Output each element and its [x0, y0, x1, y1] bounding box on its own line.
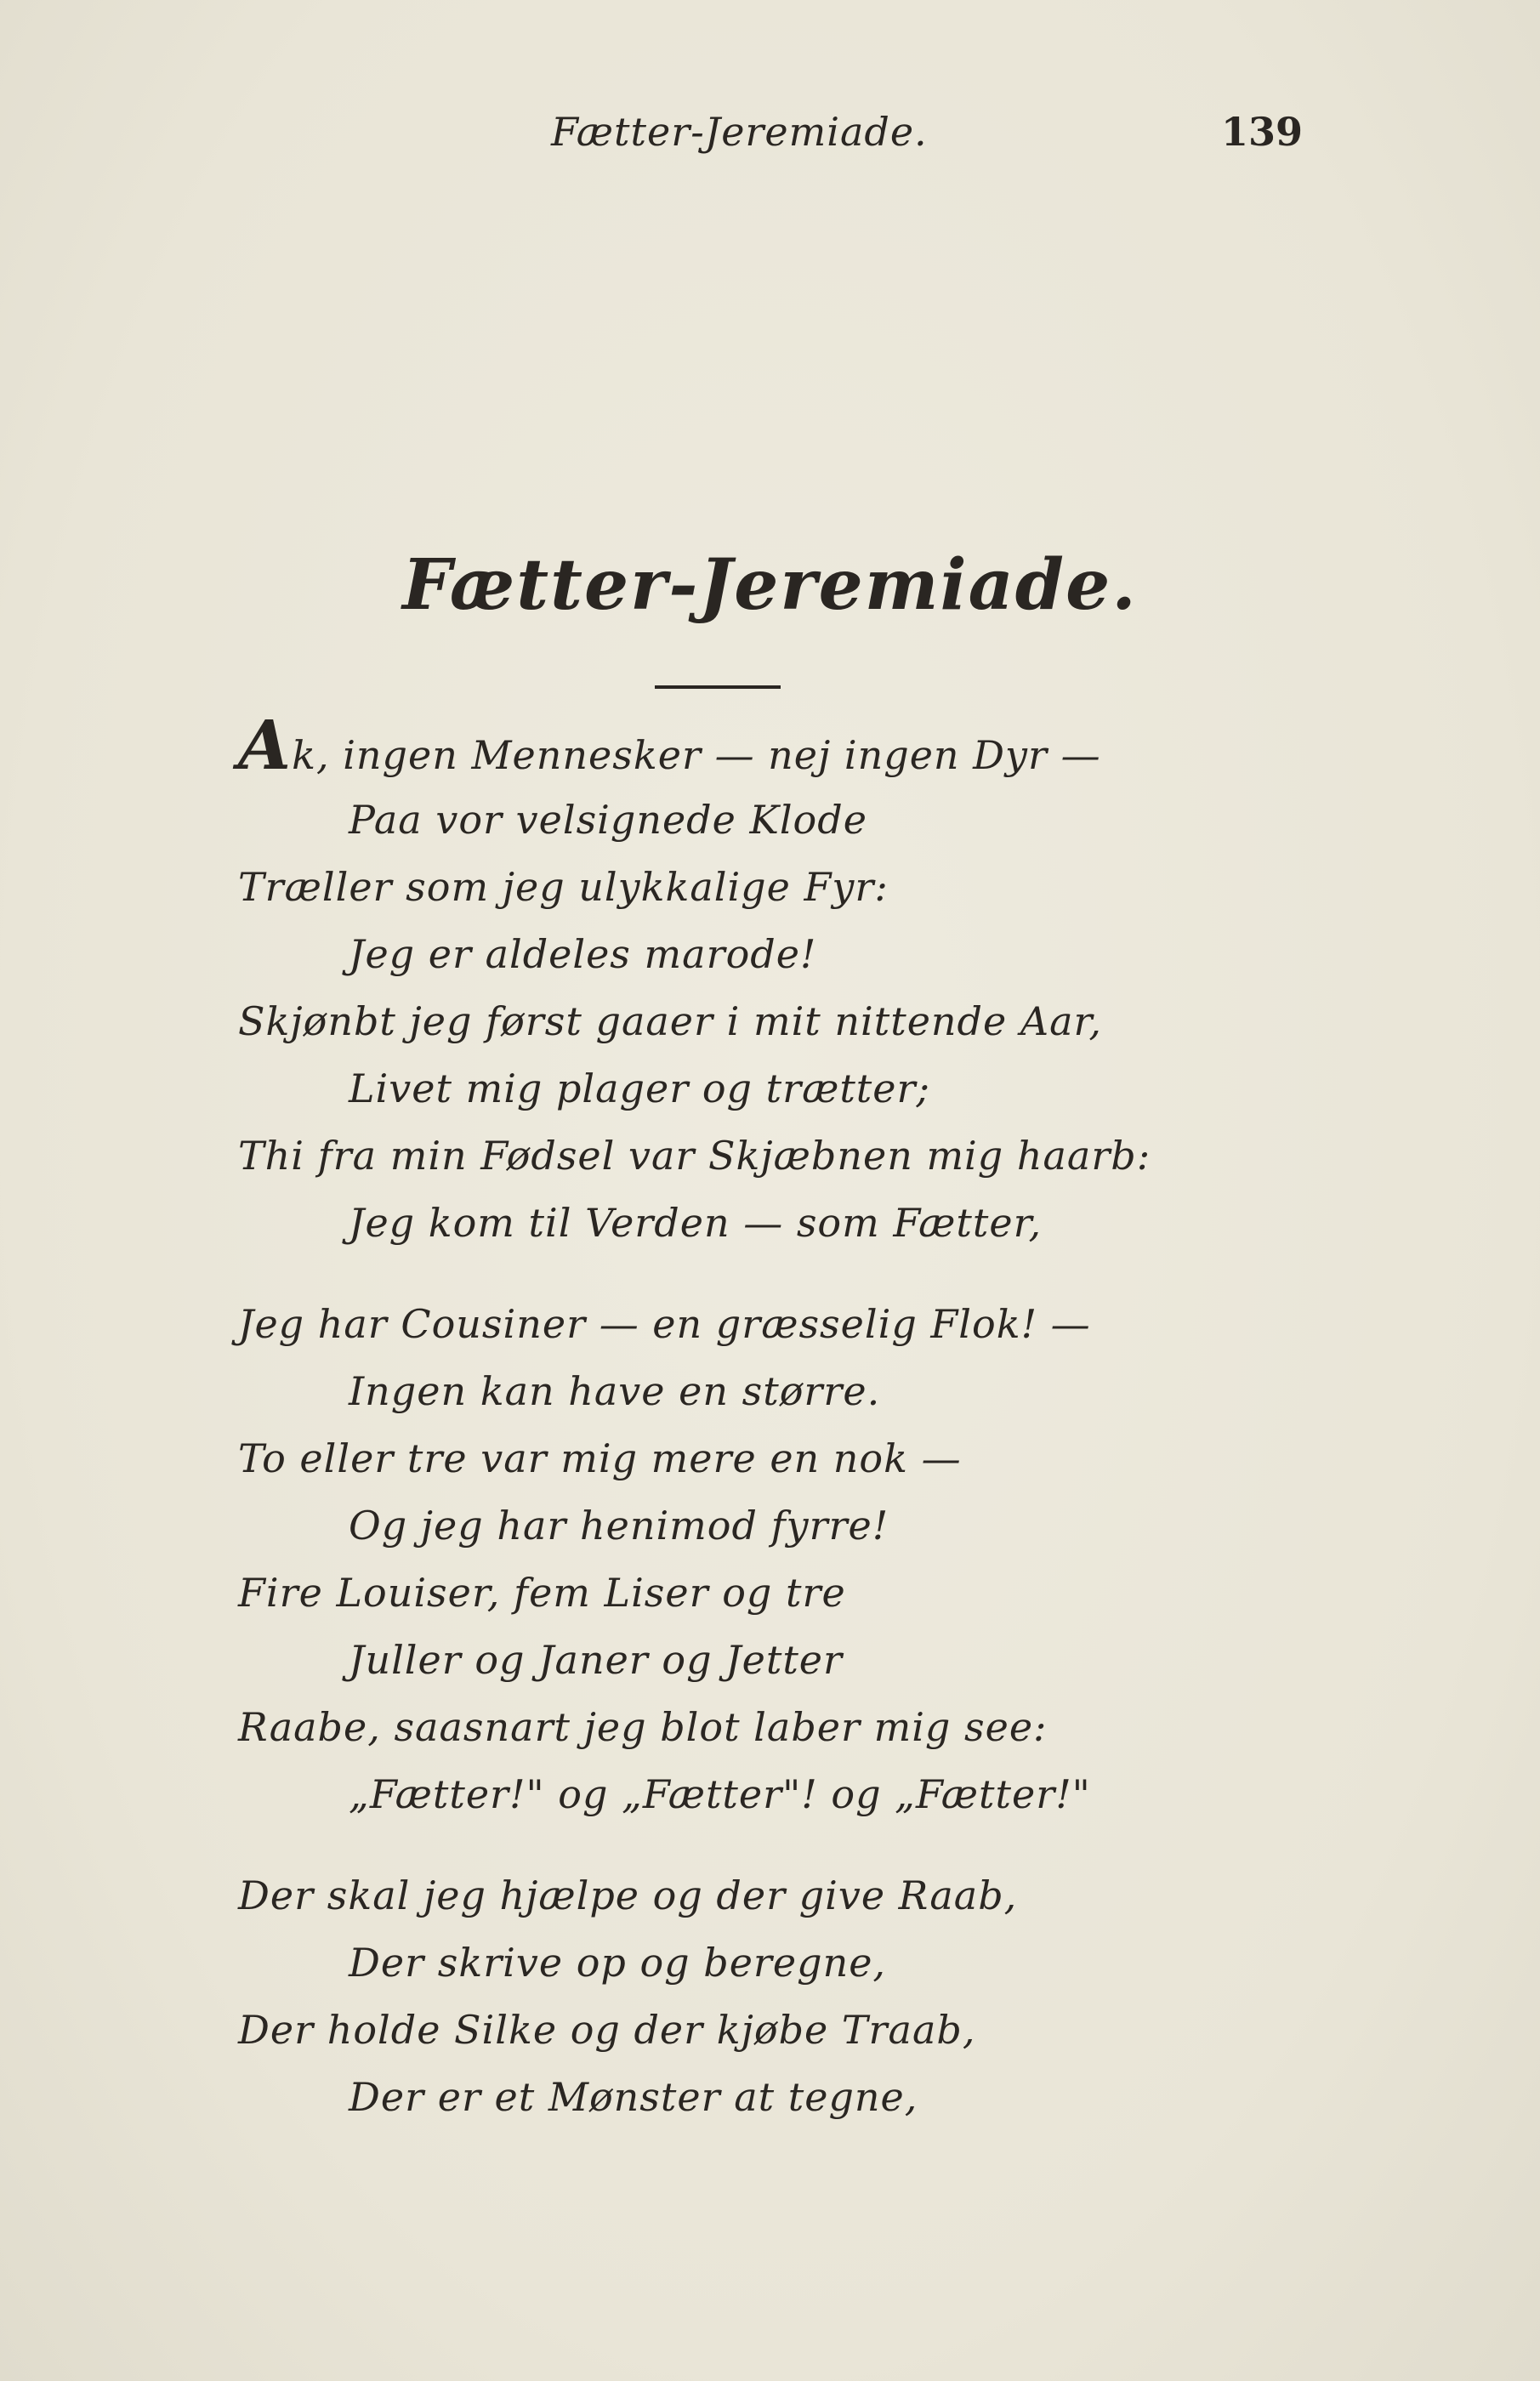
- poem-line: Jeg har Cousiner — en græsselig Flok! —: [238, 1301, 1091, 1347]
- first-line-text: k, ingen Mennesker — nej ingen Dyr —: [292, 732, 1101, 778]
- title-divider: [655, 685, 781, 689]
- poem-line: Jeg kom til Verden — som Fætter,: [349, 1200, 1043, 1246]
- stanza: [238, 1862, 1429, 2131]
- poem-line: Der er et Mønster at tegne,: [349, 2074, 918, 2120]
- running-title: Fætter-Jeremiade.: [551, 109, 928, 155]
- poem-line: Raabe, saasnart jeg blot laber mig see:: [238, 1704, 1048, 1750]
- poem-line: Skjønbt jeg først gaaer i mit nittende Aar,: [238, 998, 1103, 1044]
- page-number: 139: [1221, 109, 1304, 155]
- poem-line: Juller og Janer og Jetter: [349, 1637, 844, 1683]
- poem-line: Træller som jeg ulykkalige Fyr:: [238, 864, 889, 910]
- poem-line: Livet mig plager og trætter;: [349, 1065, 930, 1111]
- poem-line: „Fætter!" og „Fætter"! og „Fætter!": [349, 1771, 1091, 1817]
- poem-line: Thi fra min Fødsel var Skjæbnen mig haarb:: [238, 1133, 1151, 1179]
- poem-line: Der skrive op og beregne,: [349, 1940, 887, 1986]
- poem-line: Ingen kan have en større.: [349, 1368, 881, 1414]
- poem-body: [238, 705, 1429, 2165]
- poem-line: Fire Louiser, fem Liser og tre: [238, 1570, 846, 1616]
- stanzas: [238, 787, 1429, 2131]
- poem-line: Der skal jeg hjælpe og der give Raab,: [238, 1872, 1018, 1918]
- stanza: [238, 1291, 1429, 1828]
- stanza: [238, 787, 1429, 1257]
- drop-cap: A: [238, 705, 293, 785]
- poem-line: Paa vor velsignede Klode: [349, 797, 867, 843]
- poem-title: Fætter-Jeremiade.: [402, 544, 1138, 626]
- poem-first-line: [238, 705, 1429, 787]
- running-head: [0, 109, 1540, 160]
- poem-line: Der holde Silke og der kjøbe Traab,: [238, 2007, 976, 2053]
- poem-line: Jeg er aldeles marode!: [349, 931, 817, 977]
- poem-line: Og jeg har henimod fyrre!: [349, 1503, 889, 1549]
- poem-line: To eller tre var mig mere en nok —: [238, 1435, 962, 1481]
